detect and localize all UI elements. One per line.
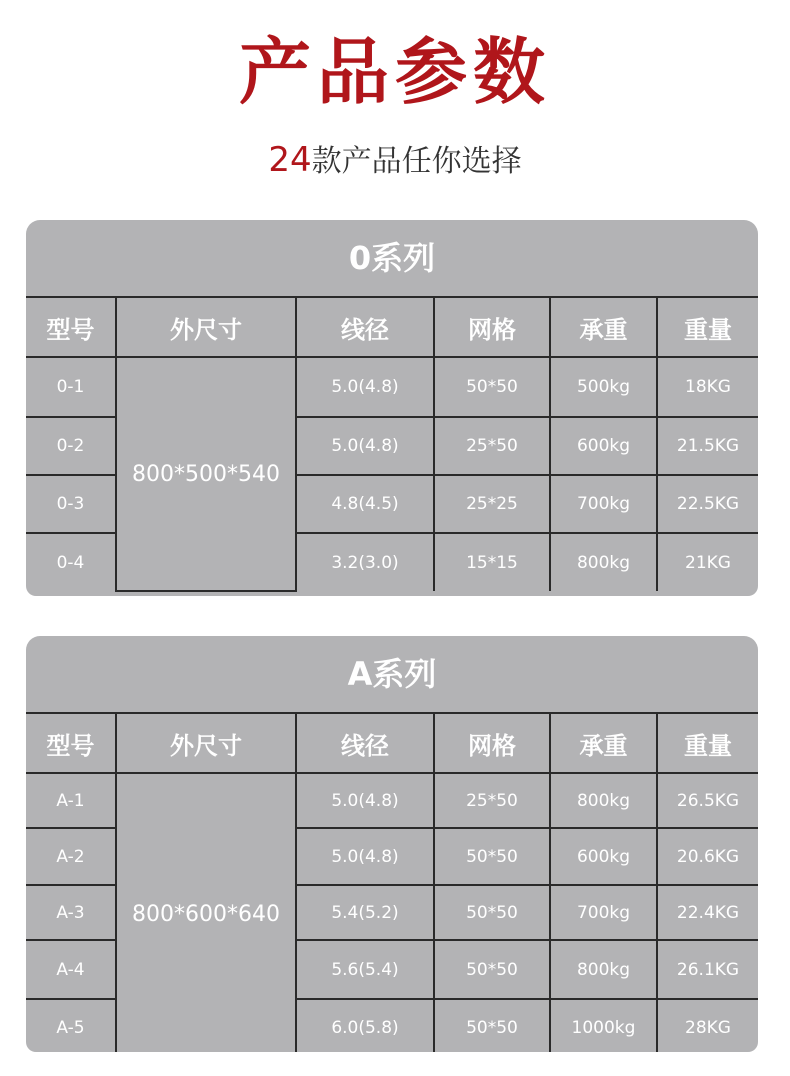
mesh-cell: 50*50 (434, 828, 550, 885)
model-cell: A-4 (26, 940, 116, 999)
spec-table (26, 298, 758, 592)
series-title: 0系列 (26, 220, 758, 298)
header-wire: 线径 (296, 714, 434, 773)
model-cell: 0-3 (26, 475, 116, 533)
mesh-cell: 15*15 (434, 533, 550, 591)
weight-cell: 26.5KG (657, 773, 758, 828)
wire-cell: 5.6(5.4) (296, 940, 434, 999)
header-row (26, 298, 758, 357)
weight-cell: 26.1KG (657, 940, 758, 999)
header-model: 型号 (26, 714, 116, 773)
load-cell: 600kg (550, 417, 657, 475)
mesh-cell: 25*50 (434, 417, 550, 475)
mesh-cell: 50*50 (434, 885, 550, 940)
weight-cell: 28KG (685, 1017, 731, 1038)
model-cell: 0-2 (26, 417, 116, 475)
spec-table (26, 714, 758, 1052)
header-mesh: 网格 (434, 298, 550, 357)
header-load: 承重 (550, 714, 657, 773)
table-row (26, 357, 758, 417)
outer-size-cell: 800*600*640 (116, 773, 296, 1052)
wire-cell: 6.0(5.8) (296, 999, 434, 1052)
page-subtitle (0, 138, 790, 184)
subtitle-text: 款产品任你选择 (311, 144, 522, 179)
table-row (26, 773, 758, 828)
header-outer-size: 外尺寸 (116, 714, 296, 773)
mesh-cell: 25*50 (434, 773, 550, 828)
wire-cell: 5.0(4.8) (296, 773, 434, 828)
wire-cell: 5.4(5.2) (296, 885, 434, 940)
mesh-cell: 50*50 (434, 357, 550, 417)
page-title: 产品参数 (238, 30, 551, 114)
outer-size-cell: 800*500*540 (116, 357, 296, 591)
header-weight: 重量 (657, 714, 758, 773)
weight-cell: 22.5KG (657, 475, 758, 533)
load-cell: 800kg (550, 533, 657, 591)
header-model: 型号 (26, 298, 116, 357)
header-mesh: 网格 (434, 714, 550, 773)
wire-cell: 4.8(4.5) (296, 475, 434, 533)
load-cell: 600kg (550, 828, 657, 885)
model-cell: 0-1 (26, 357, 116, 417)
mesh-cell: 50*50 (434, 940, 550, 999)
model-cell: 0-4 (26, 533, 116, 591)
mesh-cell: 25*25 (434, 475, 550, 533)
header-weight: 重量 (657, 298, 758, 357)
wire-cell: 5.0(4.8) (296, 357, 434, 417)
load-cell: 500kg (550, 357, 657, 417)
model-cell: A-2 (26, 828, 116, 885)
weight-cell: 20.6KG (657, 828, 758, 885)
wire-cell: 5.0(4.8) (296, 417, 434, 475)
mesh-cell: 50*50 (434, 999, 550, 1052)
model-cell: A-1 (26, 773, 116, 828)
subtitle-number: 24 (268, 140, 312, 180)
wire-cell: 5.0(4.8) (296, 828, 434, 885)
model-cell: A-3 (26, 885, 116, 940)
header-row (26, 714, 758, 773)
load-cell: 800kg (550, 773, 657, 828)
series-panel-a (26, 636, 758, 1052)
header-load: 承重 (550, 298, 657, 357)
weight-cell: 21KG (685, 552, 731, 573)
load-cell: 700kg (550, 885, 657, 940)
weight-cell: 18KG (657, 357, 758, 417)
header-outer-size: 外尺寸 (116, 298, 296, 357)
load-cell: 700kg (550, 475, 657, 533)
weight-cell: 22.4KG (657, 885, 758, 940)
weight-cell: 21.5KG (657, 417, 758, 475)
wire-cell: 3.2(3.0) (296, 533, 434, 591)
load-cell: 800kg (550, 940, 657, 999)
series-panel-0 (26, 220, 758, 596)
series-title: A系列 (26, 636, 758, 714)
model-cell: A-5 (26, 999, 116, 1052)
header-wire: 线径 (296, 298, 434, 357)
load-cell: 1000kg (550, 999, 657, 1052)
